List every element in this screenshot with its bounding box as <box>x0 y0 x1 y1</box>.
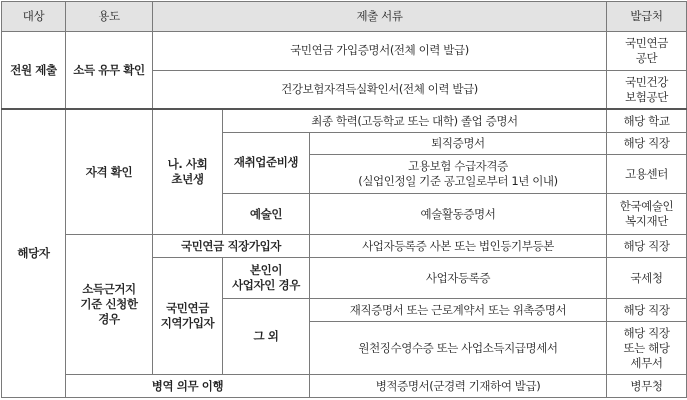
issuer-artist-welfare: 한국예술인 복지재단 <box>607 194 687 235</box>
label-job-seeker: 재취업준비생 <box>223 132 310 194</box>
document-employment-certificate: 재직증명서 또는 근로계약서 또는 위촉증명서 <box>310 299 607 322</box>
target-applicable: 해당자 <box>2 109 66 397</box>
label-workplace-subscriber: 국민연금 직장가입자 <box>153 235 310 258</box>
header-target: 대상 <box>2 2 66 32</box>
issuer-workplace-3: 해당 직장 <box>607 299 687 322</box>
label-military-service: 병역 의무 이행 <box>66 375 310 398</box>
issuer-workplace-or-tax-office: 해당 직장 또는 해당 세무서 <box>607 321 687 374</box>
table-row <box>2 109 687 132</box>
target-all: 전원 제출 <box>2 31 66 109</box>
issuer-workplace-2: 해당 직장 <box>607 235 687 258</box>
label-regional-subscriber: 국민연금 지역가입자 <box>153 258 223 375</box>
label-other: 그 외 <box>223 299 310 375</box>
document-employment-insurance: 고용보험 수급자격증 (실업인정일 기준 공고일로부터 1년 이내) <box>310 155 607 194</box>
purpose-qualification: 자격 확인 <box>66 109 153 234</box>
purpose-income-check: 소득 유무 확인 <box>66 31 153 109</box>
issuer-workplace: 해당 직장 <box>607 132 687 155</box>
table-row <box>2 31 687 70</box>
issuer-school: 해당 학교 <box>607 109 687 132</box>
label-artist: 예술인 <box>223 194 310 235</box>
document-pension-certificate: 국민연금 가입증명서(전체 이력 발급) <box>153 31 607 70</box>
issuer-nhis: 국민건강 보험공단 <box>607 70 687 109</box>
header-purpose: 용도 <box>66 2 153 32</box>
document-art-activity-certificate: 예술활동증명서 <box>310 194 607 235</box>
issuer-nps: 국민연금 공단 <box>607 31 687 70</box>
document-graduation-certificate: 최종 학력(고등학교 또는 대학) 졸업 증명서 <box>223 109 607 132</box>
label-self-employed: 본인이 사업자인 경우 <box>223 258 310 299</box>
group-new-worker: 나. 사회 초년생 <box>153 109 223 234</box>
table-row <box>2 235 687 258</box>
document-requirements-table <box>1 1 687 398</box>
header-issuer: 발급처 <box>607 2 687 32</box>
issuer-nts: 국세청 <box>607 258 687 299</box>
issuer-employment-center: 고용센터 <box>607 155 687 194</box>
purpose-income-basis: 소득근거지 기준 신청한 경우 <box>66 235 153 375</box>
document-health-insurance-record: 건강보험자격득실확인서(전체 이력 발급) <box>153 70 607 109</box>
document-business-registration: 사업자등록증 <box>310 258 607 299</box>
document-military-record: 병적증명서(군경력 기재하여 발급) <box>310 375 607 398</box>
document-retirement-certificate: 퇴직증명서 <box>310 132 607 155</box>
document-business-registration-copy: 사업자등록증 사본 또는 법인등기부등본 <box>310 235 607 258</box>
document-withholding-receipt: 원천징수영수증 또는 사업소득지급명세서 <box>310 321 607 374</box>
header-row <box>2 2 687 32</box>
header-documents: 제출 서류 <box>153 2 607 32</box>
issuer-mma: 병무청 <box>607 375 687 398</box>
table-row <box>2 375 687 398</box>
